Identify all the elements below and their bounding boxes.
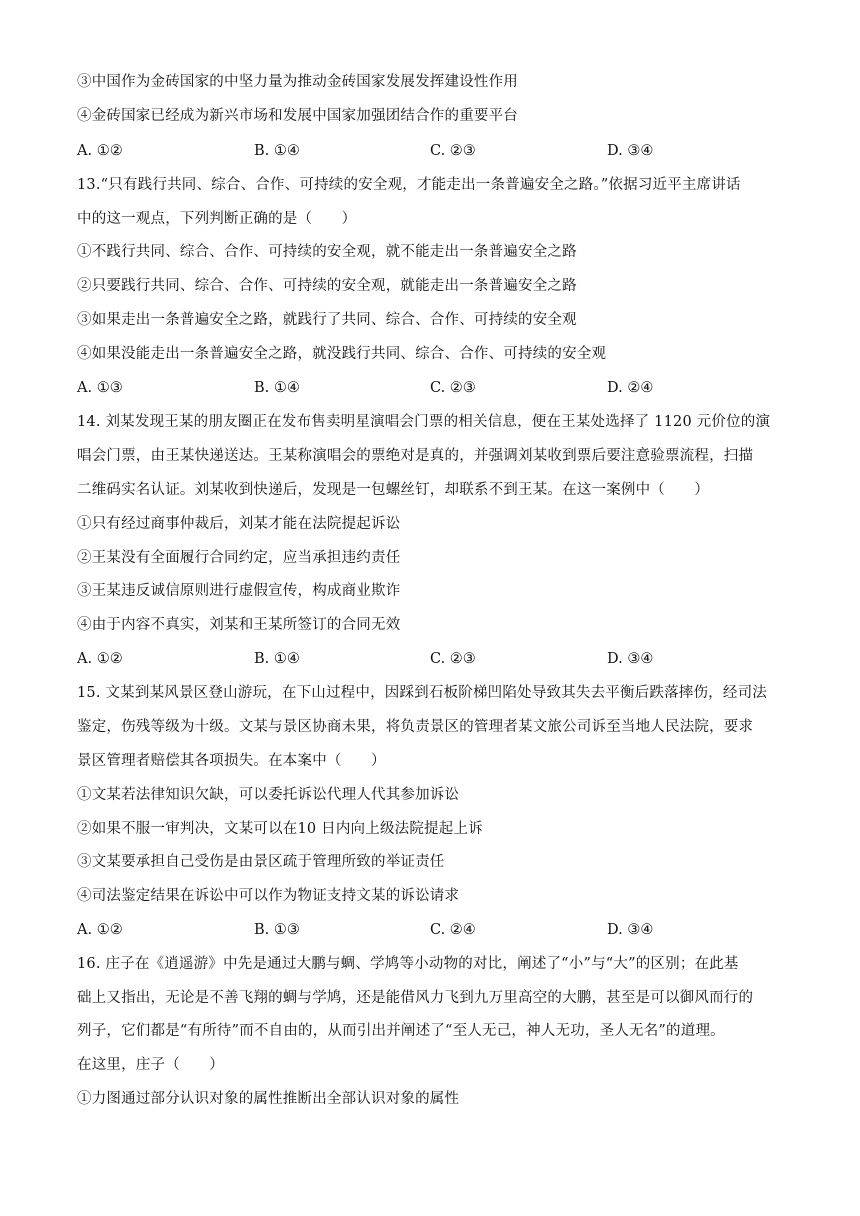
q15-option-a: A. ①② xyxy=(77,922,123,938)
q15-option-b: B. ①③ xyxy=(254,922,300,938)
q14-option-d: D. ③④ xyxy=(607,651,654,667)
q13-option-c: C. ②③ xyxy=(430,380,476,396)
q14-option-c: C. ②③ xyxy=(430,651,476,667)
q14-statement-4: ④由于内容不真实，刘某和王某所签订的合同无效 xyxy=(77,617,401,633)
q15-statement-4: ④司法鉴定结果在诉讼中可以作为物证支持文某的诉讼请求 xyxy=(77,888,460,904)
q15-statement-3: ③文某要承担自己受伤是由景区疏于管理所致的举证责任 xyxy=(77,854,445,870)
q16-stem-line-1: 16. 庄子在《逍遥游》中先是通过大鹏与蜩、学鸠等小动物的对比，阐述了“小”与“大”的区别；在此基 xyxy=(77,956,739,972)
q14-stem-line-3: 二维码实名认证。刘某收到快递后，发现是一包螺丝钉，却联系不到王某。在这一案例中（ ） xyxy=(77,482,710,498)
q15-option-d: D. ③④ xyxy=(607,922,654,938)
q14-stem-line-2: 唱会门票，由王某快递送达。王某称演唱会的票绝对是真的，并强调刘某收到票后要注意验票流程，扫描 xyxy=(77,448,754,464)
q12-statement-3: ③中国作为金砖国家的中坚力量为推动金砖国家发展发挥建设性作用 xyxy=(77,74,518,90)
q14-statement-3: ③王某违反诚信原则进行虚假宣传，构成商业欺诈 xyxy=(77,583,401,599)
q13-statement-4: ④如果没能走出一条普遍安全之路，就没践行共同、综合、合作、可持续的安全观 xyxy=(77,346,607,362)
q15-stem-line-1: 15. 文某到某风景区登山游玩，在下山过程中，因踩到石板阶梯凹陷处导致其失去平衡后跌落摔伤，经司法 xyxy=(77,685,767,701)
q15-statement-2: ②如果不服一审判决，文某可以在10 日内向上级法院提起上诉 xyxy=(77,821,483,837)
q12-option-a: A. ①② xyxy=(77,143,123,159)
q14-option-a: A. ①② xyxy=(77,651,123,667)
q12-statement-4: ④金砖国家已经成为新兴市场和发展中国家加强团结合作的重要平台 xyxy=(77,108,518,124)
q14-option-b: B. ①④ xyxy=(254,651,300,667)
q13-option-d: D. ②④ xyxy=(607,380,654,396)
q13-stem-line-1: 13.“只有践行共同、综合、合作、可持续的安全观，才能走出一条普遍安全之路。”依据习近平主席讲话 xyxy=(77,177,741,193)
q13-statement-1: ①不践行共同、综合、合作、可持续的安全观，就不能走出一条普遍安全之路 xyxy=(77,244,577,260)
q14-stem-line-1: 14. 刘某发现王某的朋友圈正在发布售卖明星演唱会门票的相关信息，便在王某处选择了 1120 元价位的演 xyxy=(77,414,771,430)
q15-stem-line-3: 景区管理者赔偿其各项损失。在本案中（ ） xyxy=(77,753,386,769)
q16-stem-line-3: 列子，它们都是“有所待”而不自由的，从而引出并阐述了“至人无己，神人无功，圣人无名”的道理。 xyxy=(77,1023,725,1039)
q15-option-c: C. ②④ xyxy=(430,922,476,938)
q14-statement-2: ②王某没有全面履行合同约定，应当承担违约责任 xyxy=(77,550,401,566)
q14-statement-1: ①只有经过商事仲裁后，刘某才能在法院提起诉讼 xyxy=(77,516,401,532)
q12-option-b: B. ①④ xyxy=(254,143,300,159)
q16-stem-line-4: 在这里，庄子（ ） xyxy=(77,1057,224,1073)
q12-option-c: C. ②③ xyxy=(430,143,476,159)
q13-statement-3: ③如果走出一条普遍安全之路，就践行了共同、综合、合作、可持续的安全观 xyxy=(77,312,577,328)
q13-stem-line-2: 中的这一观点，下列判断正确的是（ ） xyxy=(77,211,357,227)
q15-statement-1: ①文某若法律知识欠缺，可以委托诉讼代理人代其参加诉讼 xyxy=(77,787,460,803)
q12-option-d: D. ③④ xyxy=(607,143,654,159)
q16-statement-1: ①力图通过部分认识对象的属性推断出全部认识对象的属性 xyxy=(77,1091,460,1107)
q13-option-a: A. ①③ xyxy=(77,380,123,396)
q16-stem-line-2: 础上又指出，无论是不善飞翔的蜩与学鸠，还是能借风力飞到九万里高空的大鹏，甚至是可以御风而行的 xyxy=(77,990,754,1006)
q13-option-b: B. ①④ xyxy=(254,380,300,396)
q15-stem-line-2: 鉴定，伤残等级为十级。文某与景区协商未果，将负责景区的管理者某文旅公司诉至当地人民法院，要求 xyxy=(77,719,754,735)
q13-statement-2: ②只要践行共同、综合、合作、可持续的安全观，就能走出一条普遍安全之路 xyxy=(77,278,577,294)
